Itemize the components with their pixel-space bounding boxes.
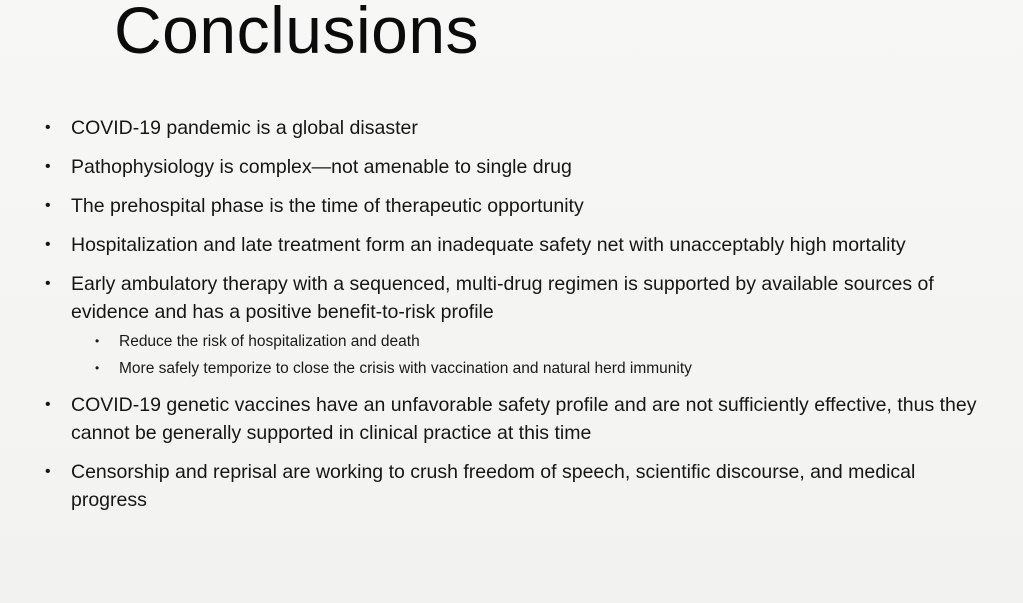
- bullet-item: [42, 153, 992, 181]
- bullet-item: [42, 192, 992, 220]
- bullet-glyph: •: [45, 197, 51, 214]
- bullet-item: [42, 270, 992, 382]
- bullet-text: Censorship and reprisal are working to crush freedom of speech, scientific discourse, and medical progress: [71, 461, 916, 511]
- sub-bullet-item: [71, 328, 992, 355]
- bullet-glyph: •: [45, 236, 51, 253]
- bullet-text: Pathophysiology is complex—not amenable to single drug: [71, 156, 572, 178]
- bullet-item: [42, 231, 992, 259]
- bullet-text: COVID-19 pandemic is a global disaster: [71, 117, 418, 139]
- bullet-item: [42, 114, 992, 142]
- sub-bullet-text: Reduce the risk of hospitalization and death: [119, 333, 420, 350]
- sub-bullet-text: More safely temporize to close the crisis with vaccination and natural herd immunity: [119, 360, 692, 377]
- bullet-text: Early ambulatory therapy with a sequenced, multi-drug regimen is supported by available sources of evidence and has a positive benefit-to-risk profile: [71, 273, 934, 323]
- bullet-glyph: •: [45, 119, 51, 136]
- sub-bullet-item: [71, 355, 992, 382]
- sub-bullet-list: [71, 328, 992, 382]
- bullet-glyph: •: [45, 158, 51, 175]
- bullet-text: Hospitalization and late treatment form an inadequate safety net with unacceptably high mortality: [71, 234, 906, 256]
- sub-bullet-glyph: •: [95, 334, 100, 348]
- bullet-item: [42, 391, 992, 447]
- sub-bullet-glyph: •: [95, 361, 100, 375]
- bullet-text: The prehospital phase is the time of therapeutic opportunity: [71, 195, 584, 217]
- bullet-glyph: •: [45, 463, 51, 480]
- bullet-item: [42, 458, 992, 514]
- bullet-list: [42, 114, 992, 525]
- slide-title: Conclusions: [114, 0, 480, 67]
- bullet-text: COVID-19 genetic vaccines have an unfavorable safety profile and are not sufficiently effective, thus they cannot be generally supported in clinical practice at this time: [71, 394, 977, 444]
- bullet-glyph: •: [45, 396, 51, 413]
- bullet-glyph: •: [45, 275, 51, 292]
